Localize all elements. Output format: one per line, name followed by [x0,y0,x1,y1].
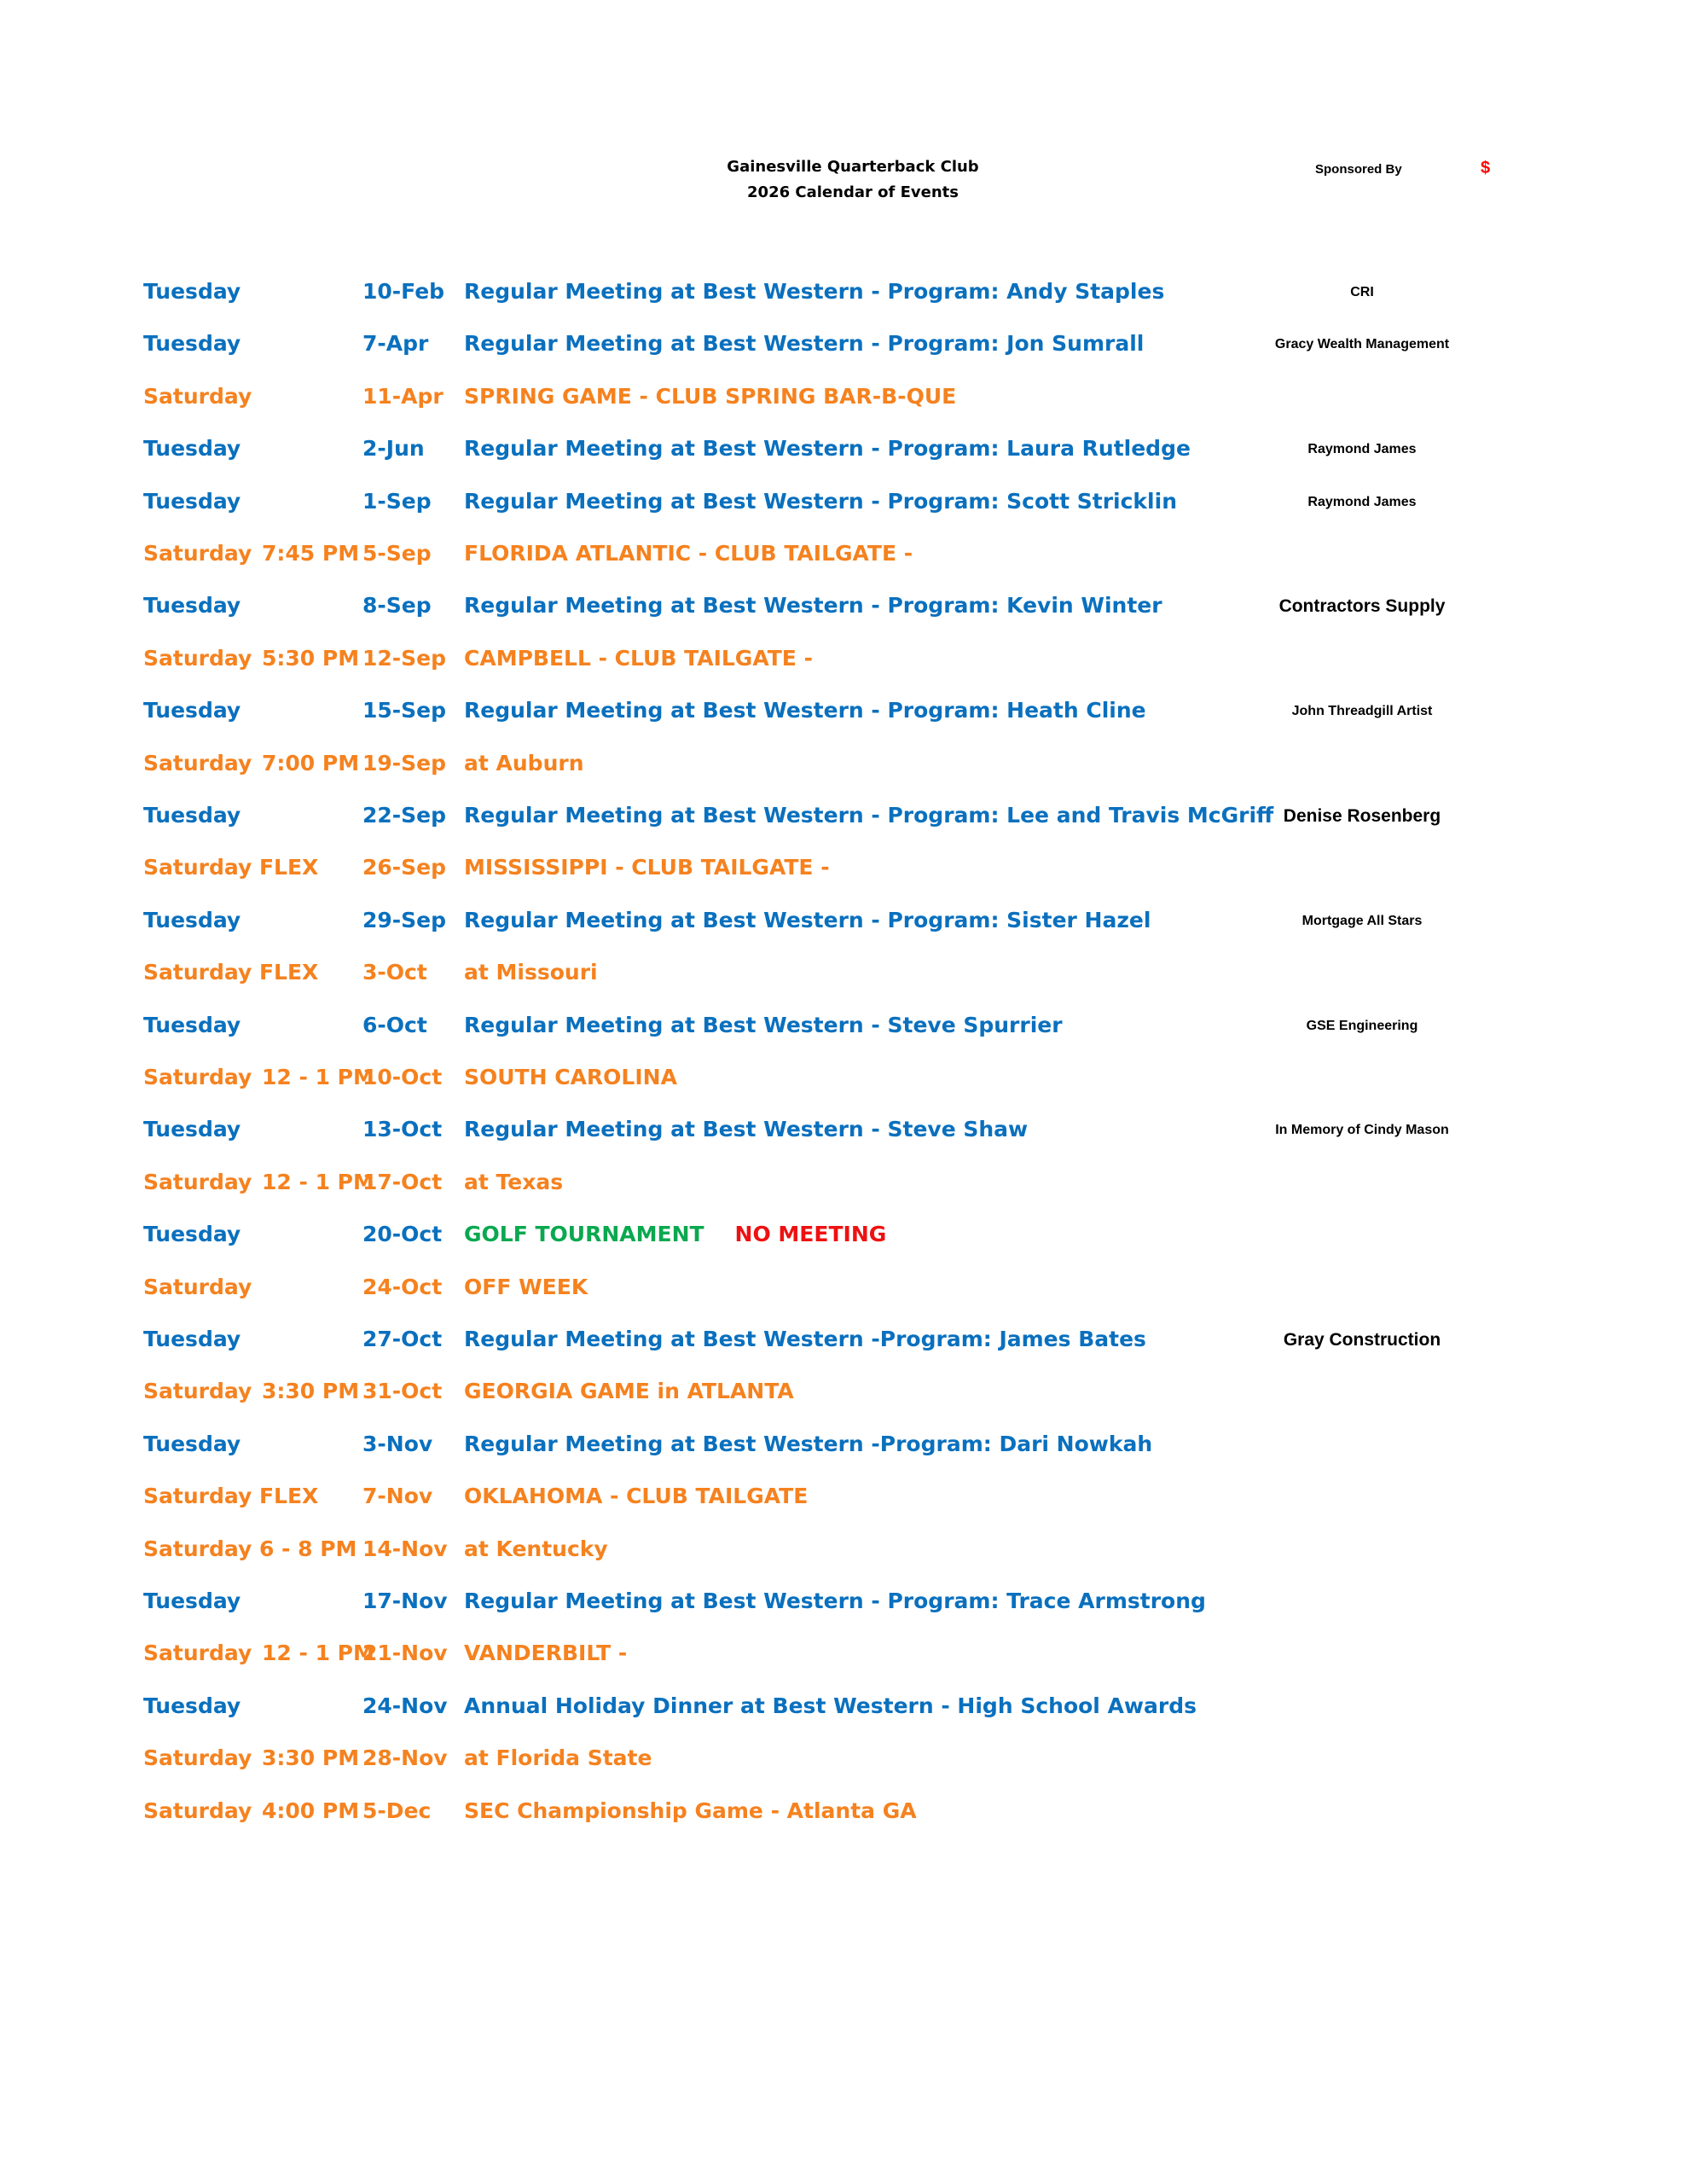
event-day: Saturday [143,1169,252,1194]
event-day: Tuesday [143,593,241,619]
event-sponsor: John Threadgill Artist [1291,704,1433,719]
event-row [0,851,1687,885]
event-description: Regular Meeting at Best Western - Program: Andy Staples [464,279,1165,304]
event-row [0,1427,1687,1461]
event-date: 1-Sep [362,488,432,514]
event-date: 22-Sep [362,803,447,828]
event-sponsor: In Memory of Cindy Mason [1275,1123,1449,1138]
event-sponsor: GSE Engineering [1306,1018,1418,1033]
event-date: 29-Sep [362,907,447,932]
event-date: 19-Sep [362,750,447,775]
event-day: Saturday [143,1641,252,1666]
event-date: 14-Nov [362,1536,448,1561]
event-date: 27-Oct [362,1327,443,1351]
event-description: at Missouri [464,960,598,985]
event-date: 6-Oct [362,1012,427,1037]
event-sponsor: Contractors Supply [1278,596,1446,617]
event-date: 31-Oct [362,1379,443,1404]
event-day: Tuesday [143,907,241,932]
event-date: 2-Jun [362,436,425,462]
event-row [0,1689,1687,1723]
event-description: Regular Meeting at Best Western - Program: Sister Hazel [464,907,1151,932]
event-sponsor: Denise Rosenberg [1283,806,1441,826]
event-day: Saturday [143,1379,252,1404]
event-row [0,1479,1687,1513]
event-sponsor: Gray Construction [1283,1330,1441,1350]
golf-tournament-label: GOLF TOURNAMENT [464,1222,704,1247]
event-description: Regular Meeting at Best Western - Program: Trace Armstrong [464,1589,1206,1613]
event-day: Saturday FLEX [143,960,319,985]
event-row [0,1217,1687,1252]
event-time: 7:45 PM [262,541,360,566]
event-day: Tuesday [143,1327,241,1351]
event-day: Saturday [143,383,252,409]
event-day: Tuesday [143,698,241,723]
event-row [0,380,1687,414]
event-date: 10-Feb [362,279,445,304]
event-row [0,956,1687,990]
event-date: 12-Sep [362,645,447,671]
event-description: SPRING GAME - CLUB SPRING BAR-B-QUE [464,383,957,409]
event-row [0,1270,1687,1304]
event-date: 24-Nov [362,1693,448,1718]
event-row [0,1741,1687,1775]
event-time: 3:30 PM [262,1379,360,1404]
event-description: Annual Holiday Dinner at Best Western - High School Awards [464,1693,1197,1718]
event-date: 28-Nov [362,1745,448,1771]
event-description: at Florida State [464,1745,652,1771]
event-description: SOUTH CAROLINA [464,1065,677,1089]
event-row [0,1374,1687,1409]
event-time: 12 - 1 PM [262,1641,374,1666]
event-time: 3:30 PM [262,1745,360,1771]
event-sponsor: Mortgage All Stars [1301,913,1423,928]
event-sponsor: CRI [1350,285,1374,299]
event-row [0,1165,1687,1199]
event-description: FLORIDA ATLANTIC - CLUB TAILGATE - [464,541,913,566]
club-name: Gainesville Quarterback Club [727,158,979,176]
event-time: 12 - 1 PM [262,1065,374,1089]
event-day: Tuesday [143,1012,241,1037]
event-date: 26-Sep [362,855,447,880]
event-day: Tuesday [143,1222,241,1247]
event-row [0,485,1687,519]
event-time: 4:00 PM [262,1798,360,1823]
event-date: 10-Oct [362,1065,443,1089]
event-day: Saturday FLEX [143,1484,319,1509]
event-description: at Kentucky [464,1536,608,1561]
event-date: 7-Apr [362,331,429,357]
event-row [0,799,1687,833]
event-row [0,589,1687,623]
event-row [0,1060,1687,1095]
event-date: 21-Nov [362,1641,448,1666]
event-description: Regular Meeting at Best Western - Program: Lee and Travis McGriff [464,803,1274,828]
event-date: 24-Oct [362,1274,443,1299]
event-description: OFF WEEK [464,1274,588,1299]
event-date: 11-Apr [362,383,443,409]
event-description: at Auburn [464,750,584,775]
event-day: Tuesday [143,1431,241,1456]
event-day: Saturday 6 - 8 PM [143,1536,357,1561]
event-row [0,694,1687,728]
event-row [0,537,1687,571]
event-row [0,432,1687,466]
event-row [0,746,1687,781]
event-description: GEORGIA GAME in ATLANTA [464,1379,794,1404]
event-time: 5:30 PM [262,645,360,671]
event-day: Tuesday [143,1117,241,1142]
event-day: Saturday [143,541,252,566]
event-day: Saturday [143,645,252,671]
event-day: Saturday [143,1798,252,1823]
event-description: Regular Meeting at Best Western - Steve Spurrier [464,1012,1063,1037]
event-description: SEC Championship Game - Atlanta GA [464,1798,917,1823]
event-date: 8-Sep [362,593,432,619]
event-day: Saturday FLEX [143,855,319,880]
event-day: Saturday [143,1274,252,1299]
event-time: 7:00 PM [262,750,360,775]
event-row [0,1112,1687,1147]
event-date: 5-Sep [362,541,432,566]
event-description: Regular Meeting at Best Western -Program: James Bates [464,1327,1146,1351]
event-date: 17-Oct [362,1169,443,1194]
event-date: 5-Dec [362,1798,432,1823]
event-date: 13-Oct [362,1117,443,1142]
event-day: Tuesday [143,279,241,304]
event-description: MISSISSIPPI - CLUB TAILGATE - [464,855,830,880]
event-row [0,1636,1687,1670]
event-row [0,1584,1687,1618]
event-sponsor: Gracy Wealth Management [1274,337,1450,352]
calendar-title: 2026 Calendar of Events [747,183,959,201]
event-date: 17-Nov [362,1589,448,1613]
event-row [0,642,1687,676]
event-day: Tuesday [143,1589,241,1613]
event-row [0,1532,1687,1566]
calendar-header [708,154,998,206]
event-description: at Texas [464,1169,564,1194]
event-row [0,1322,1687,1356]
event-row [0,327,1687,361]
event-description: Regular Meeting at Best Western - Steve Shaw [464,1117,1029,1142]
sponsored-by-label: Sponsored By [1315,162,1402,177]
event-day: Saturday [143,1745,252,1771]
event-description: Regular Meeting at Best Western - Program: Jon Sumrall [464,331,1145,357]
event-day: Saturday [143,1065,252,1089]
event-description [464,1217,886,1252]
event-day: Tuesday [143,803,241,828]
event-sponsor: Raymond James [1307,442,1417,457]
event-day: Tuesday [143,331,241,357]
event-day: Tuesday [143,1693,241,1718]
event-date: 20-Oct [362,1222,443,1247]
event-date: 3-Oct [362,960,427,985]
event-date: 15-Sep [362,698,447,723]
event-row [0,1794,1687,1828]
event-row [0,903,1687,938]
event-description: Regular Meeting at Best Western - Program: Kevin Winter [464,593,1162,619]
event-description: CAMPBELL - CLUB TAILGATE - [464,645,813,671]
event-description: VANDERBILT - [464,1641,628,1666]
event-description: OKLAHOMA - CLUB TAILGATE [464,1484,809,1509]
event-description: Regular Meeting at Best Western - Program: Laura Rutledge [464,436,1191,462]
event-description: Regular Meeting at Best Western - Program: Heath Cline [464,698,1146,723]
no-meeting-label: NO MEETING [734,1222,887,1247]
event-description: Regular Meeting at Best Western - Program: Scott Stricklin [464,488,1177,514]
event-day: Tuesday [143,436,241,462]
event-description: Regular Meeting at Best Western -Program: Dari Nowkah [464,1431,1153,1456]
event-date: 7-Nov [362,1484,433,1509]
event-time: 12 - 1 PM [262,1169,374,1194]
event-row [0,275,1687,309]
event-day: Saturday [143,750,252,775]
event-sponsor: Raymond James [1307,494,1417,509]
event-row [0,1008,1687,1043]
event-day: Tuesday [143,488,241,514]
dollar-sign: $ [1481,159,1491,177]
event-date: 3-Nov [362,1431,433,1456]
